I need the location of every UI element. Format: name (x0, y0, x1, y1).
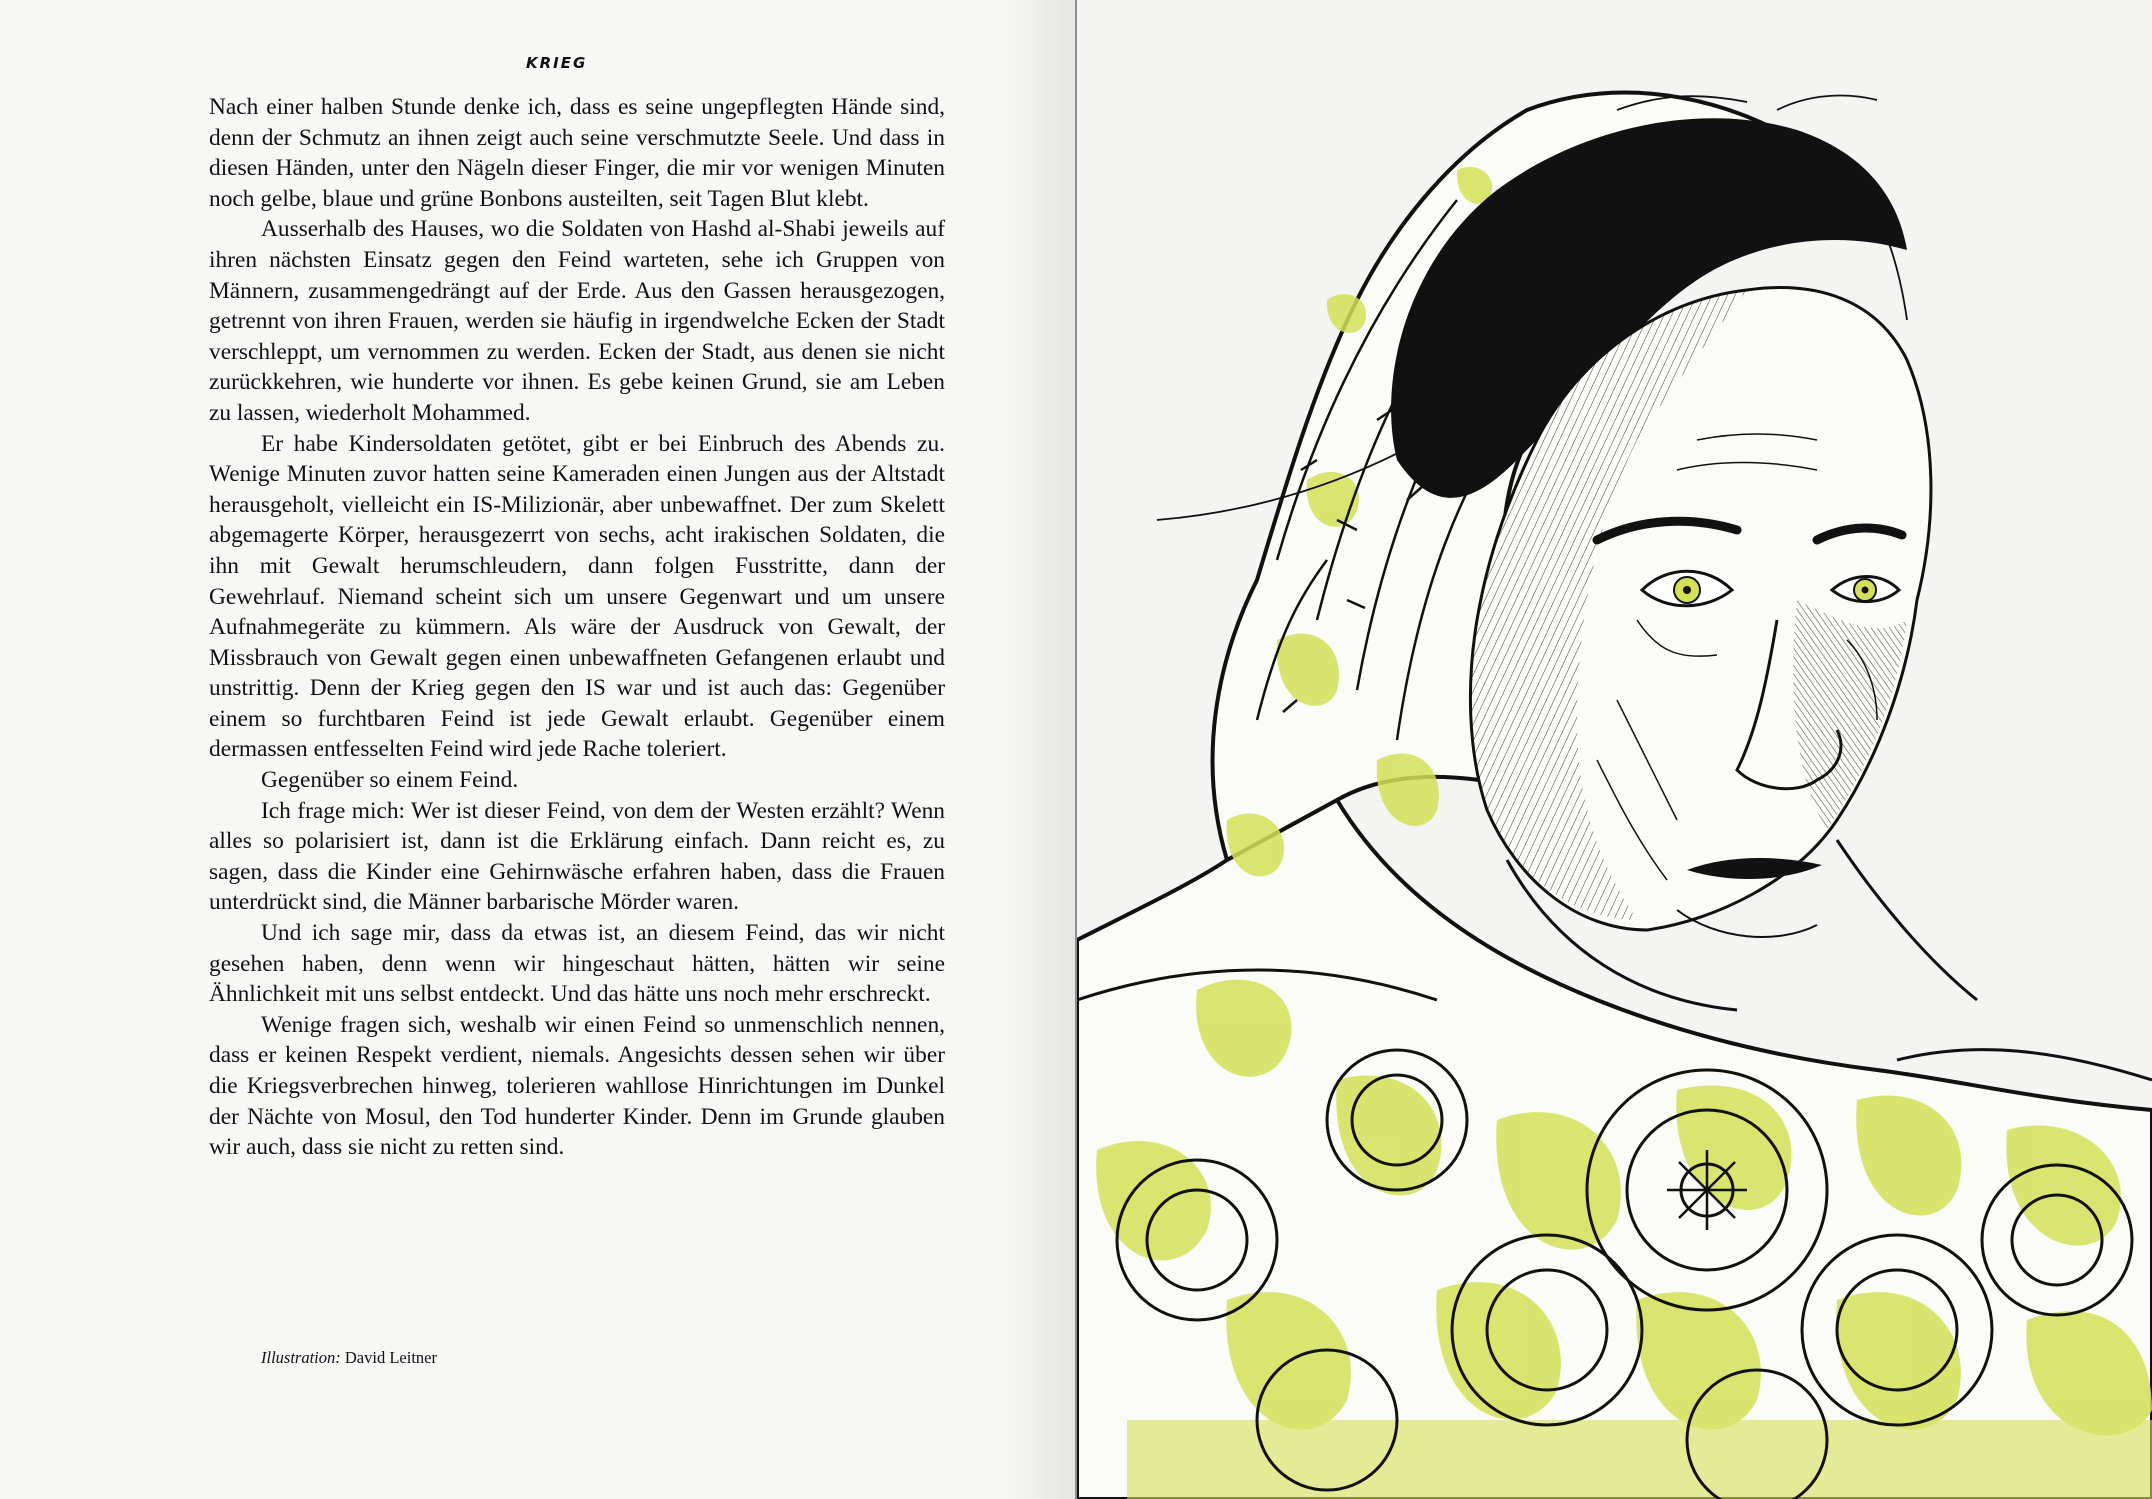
running-head: KRIEG (526, 54, 588, 72)
credit-name: David Leitner (344, 1348, 437, 1367)
paragraph: Er habe Kindersoldaten getötet, gibt er bei Einbruch des Abends zu. Wenige Minuten zuvor hatten seine Kameraden einen Jungen aus der Altstadt herausgeholt, vielleicht ein IS-Milizionär, aber unbewaffnet. Der zum Skelett abgemagerte Körper, herausgezerrt von sechs, acht irakischen Soldaten, die ihn mit Gewalt herumschleudern, dann folgen Fusstritte, dann der Gewehrlauf. Niemand scheint sich um unsere Gegenwart und um unsere Aufnahmegeräte zu kümmern. Als wäre der Ausdruck von Gewalt, der Missbrauch von Gewalt gegen einen unbewaffneten Gefangenen erlaubt und unstrittig. Denn der Krieg gegen den IS war und ist auch das: Gegenüber einem so furchtbaren Feind ist jede Gewalt erlaubt. Gegenüber einem dermassen entfesselten Feind wird jede Rache toleriert. (209, 430, 945, 763)
gutter-shadow (1000, 0, 1076, 1499)
right-page (1077, 0, 2152, 1499)
article-body (209, 92, 945, 1163)
paragraph: Wenige fragen sich, weshalb wir einen Feind so unmenschlich nennen, dass er keinen Respekt verdient, niemals. Angesichts dessen sehen wir über die Kriegsverbrechen hinweg, tolerieren wahllose Hinrichtungen im Dunkel der Nächte von Mosul, den Tod hunderter Kinder. Denn im Grunde glauben wir auch, dass sie nicht zu retten sind. (209, 1011, 945, 1161)
paragraph: Ich frage mich: Wer ist dieser Feind, von dem der Westen erzählt? Wenn alles so polarisiert ist, dann ist die Erklärung einfach. Dann reicht es, zu sagen, dass die Kinder eine Gehirnwäsche erfahren haben, dass die Frauen unterdrückt sind, die Männer barbarische Mörder waren. (209, 797, 945, 916)
illustration-credit (261, 1348, 437, 1368)
credit-label: Illustration: (261, 1348, 341, 1367)
paragraph: Ausserhalb des Hauses, wo die Soldaten von Hashd al-Shabi jeweils auf ihren nächsten Einsatz gegen den Feind warteten, sehe ich Gruppen von Männern, zusammengedrängt auf der Erde. Aus den Gassen herausgezogen, getrennt von ihren Frauen, werden sie häufig in irgendwelche Ecken der Stadt verschleppt, um vernommen zu werden. Ecken der Stadt, aus denen sie nicht zurückkehren, wie hunderte vor ihnen. Es gebe keinen Grund, sie am Leben zu lassen, wiederholt Mohammed. (209, 216, 945, 426)
paragraph: Gegenüber so einem Feind. (261, 767, 519, 794)
paragraph: Und ich sage mir, dass da etwas ist, an diesem Feind, das wir nicht gesehen haben, denn wenn wir hingeschaut hätten, hätten wir seine Ähnlichkeit mit uns selbst entdeckt. Und das hätte uns noch mehr erschreckt. (209, 920, 945, 1008)
portrait-illustration (1077, 0, 2152, 1499)
paragraph: Nach einer halben Stunde denke ich, dass es seine ungepflegten Hände sind, denn der Schmutz an ihnen zeigt auch seine verschmutzte Seele. Und dass in diesen Händen, unter den Nägeln dieser Finger, die mir vor wenigen Minuten noch gelbe, blaue und grüne Bonbons austeilten, seit Tagen Blut klebt. (209, 94, 945, 212)
